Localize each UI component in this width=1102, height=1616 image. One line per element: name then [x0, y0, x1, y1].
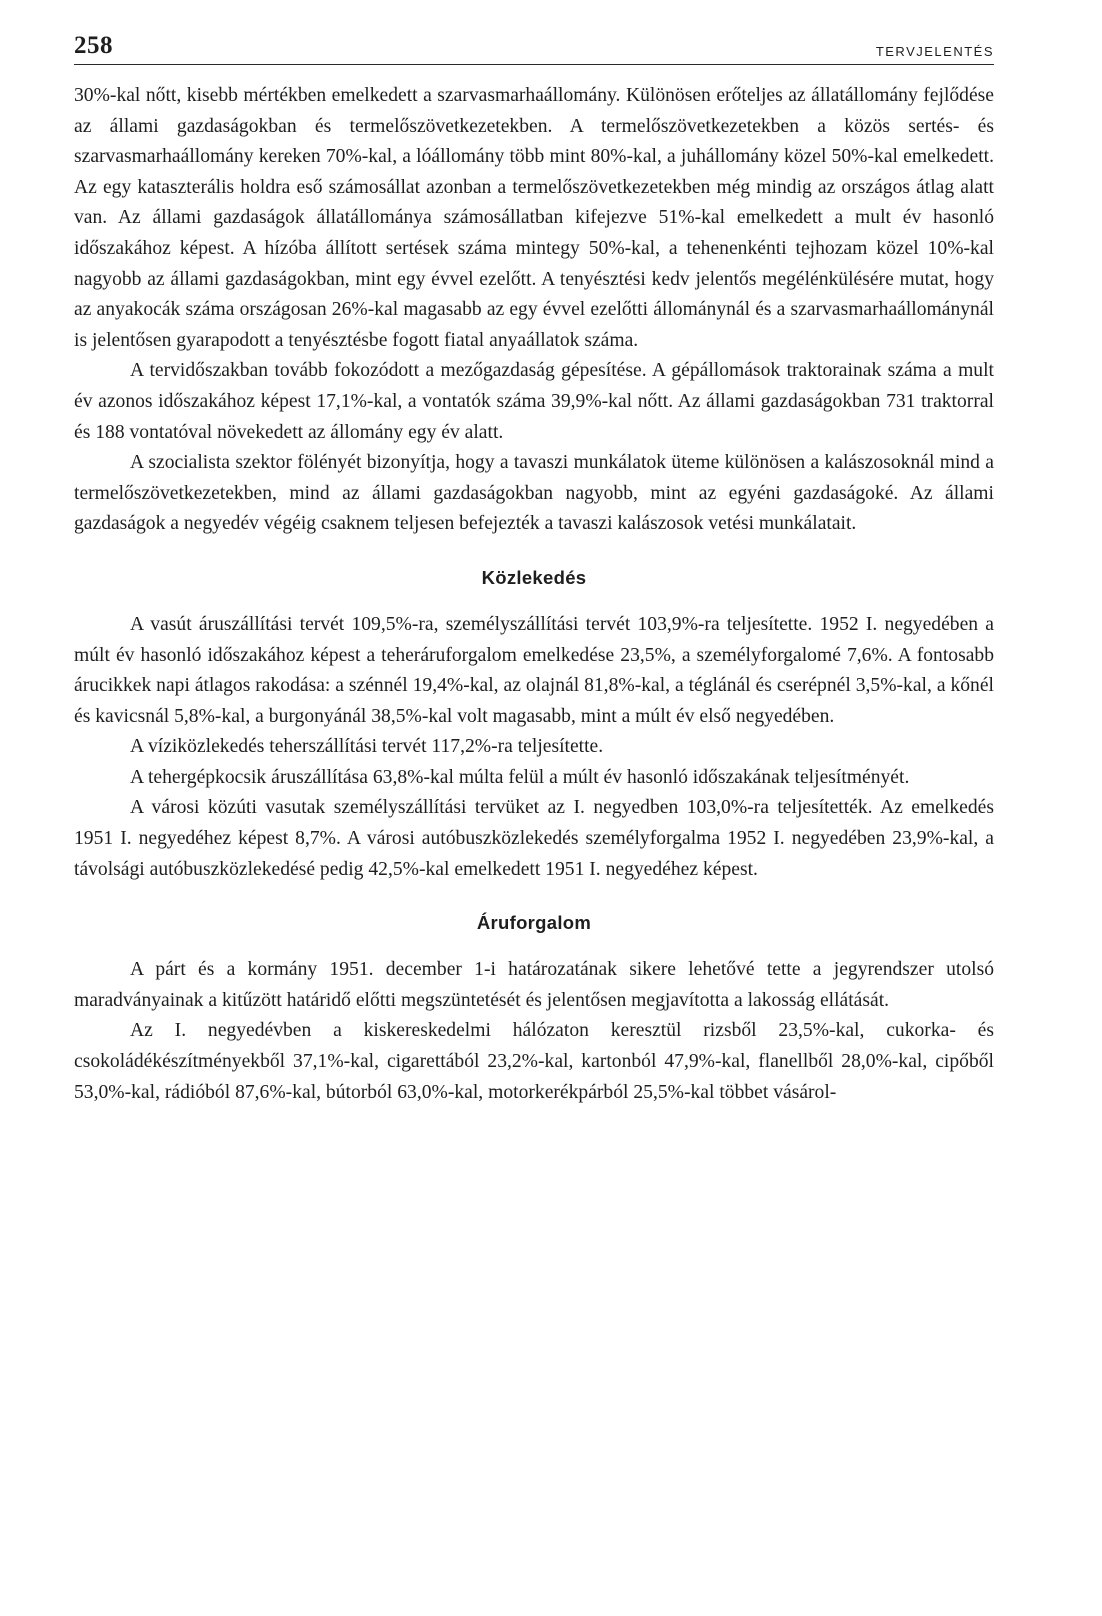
- body-text: [74, 81, 994, 1108]
- running-title: TERVJELENTÉS: [875, 44, 994, 59]
- paragraph: A városi közúti vasutak személyszállítási tervüket az I. negyedben 103,0%-ra teljesítették. Az emelkedés 1951 I. negyedéhez képest 8,7%. A városi autóbuszközlekedés személyforgalma 1952 I. negyedében 23,9%-kal, a távolsági autóbuszközlekedésé pedig 42,5%-kal emelkedett 1951 I. negyedéhez képest.: [74, 797, 994, 880]
- paragraph: A tervidőszakban tovább fokozódott a mezőgazdaság gépesítése. A gépállomások traktorainak száma a mult év azonos időszakához képest 17,1%-kal, a vontatók száma 39,9%-kal nőtt. Az állami gazdaságokban 731 traktorral és 188 vontatóval növekedett az állomány egy év alatt.: [74, 360, 994, 443]
- document-page: [74, 30, 994, 1108]
- section-heading-kozlekedes: Közlekedés: [481, 566, 587, 588]
- paragraph: Az I. negyedévben a kiskereskedelmi hálózaton keresztül rizsből 23,5%-kal, cukorka- és csokoládékészítményekből 37,1%-kal, cigarettából 23,2%-kal, kartonból 47,9%-kal, flanellből 28,0%-kal, cipőből 53,0%-kal, rádióból 87,6%-kal, bútorból 63,0%-kal, motorkerékpárból 25,5%-kal többet vásárol-: [74, 1020, 994, 1103]
- page-number: 258: [74, 32, 113, 59]
- paragraph: A tehergépkocsik áruszállítása 63,8%-kal múlta felül a múlt év hasonló időszakának teljesítményét.: [130, 766, 910, 788]
- paragraph: A víziközlekedés teherszállítási tervét 117,2%-ra teljesítette.: [130, 736, 604, 758]
- section-heading-aruforgalom: Áruforgalom: [476, 912, 592, 934]
- paragraph: A párt és a kormány 1951. december 1-i határozatának sikere lehetővé tette a jegyrendszer utolsó maradványainak a kitűzött határidő előtti megszüntetését és jelentősen megjavította a lakosság ellátását.: [74, 959, 994, 1011]
- paragraph: A vasút áruszállítási tervét 109,5%-ra, személyszállítási tervét 103,9%-ra teljesítette. 1952 I. negyedében a múlt év hasonló időszakához képest a teheráruforgalom emelkedése 23,5%, a személyforgalomé 7,6%. A fontosabb árucikkek napi átlagos rakodása: a szénnél 19,4%-kal, az olajnál 81,8%-kal, a téglánál és cserépnél 3,5%-kal, a kőnél és kavicsnál 5,8%-kal, a burgonyánál 38,5%-kal volt magasabb, mint a múlt év első negyedében.: [74, 613, 994, 727]
- paragraph: A szocialista szektor fölényét bizonyítja, hogy a tavaszi munkálatok üteme különösen a kalászosoknál mind a termelőszövetkezetekben, mind az állami gazdaságokban nagyobb, mint az egyéni gazdaságoké. Az állami gazdaságok a negyedév végéig csaknem teljesen befejezték a tavaszi kalászosok vetési munkálatait.: [74, 452, 994, 535]
- running-head: [74, 30, 994, 65]
- paragraph: 30%-kal nőtt, kisebb mértékben emelkedett a szarvasmarhaállomány. Különösen erőteljes az állatállomány fejlődése az állami gazdaságokban és termelőszövetkezetekben. A termelőszövetkezetekben a közös sertés- és szarvasmarhaállomány kereken 70%-kal, a lóállomány több mint 80%-kal, a juhállomány közel 50%-kal emelkedett. Az egy kataszterális holdra eső számosállat azonban a termelőszövetkezetekben még mindig az országos átlag alatt van. Az állami gazdaságok állatállománya számosállatban kifejezve 51%-kal emelkedett a mult év hasonló időszakához képest. A hízóba állított sertések száma mintegy 50%-kal, a tehenenkénti tejhozam közel 10%-kal nagyobb az állami gazdaságokban, mint egy évvel ezelőtt. A tenyésztési kedv jelentős megélénkülésére mutat, hogy az anyakocák száma országosan 26%-kal magasabb az egy évvel ezelőtti állománynál és a szarvasmarhaállománynál is jelentősen gyarapodott a tenyésztésbe fogott fiatal anyaállatok száma.: [74, 85, 994, 351]
